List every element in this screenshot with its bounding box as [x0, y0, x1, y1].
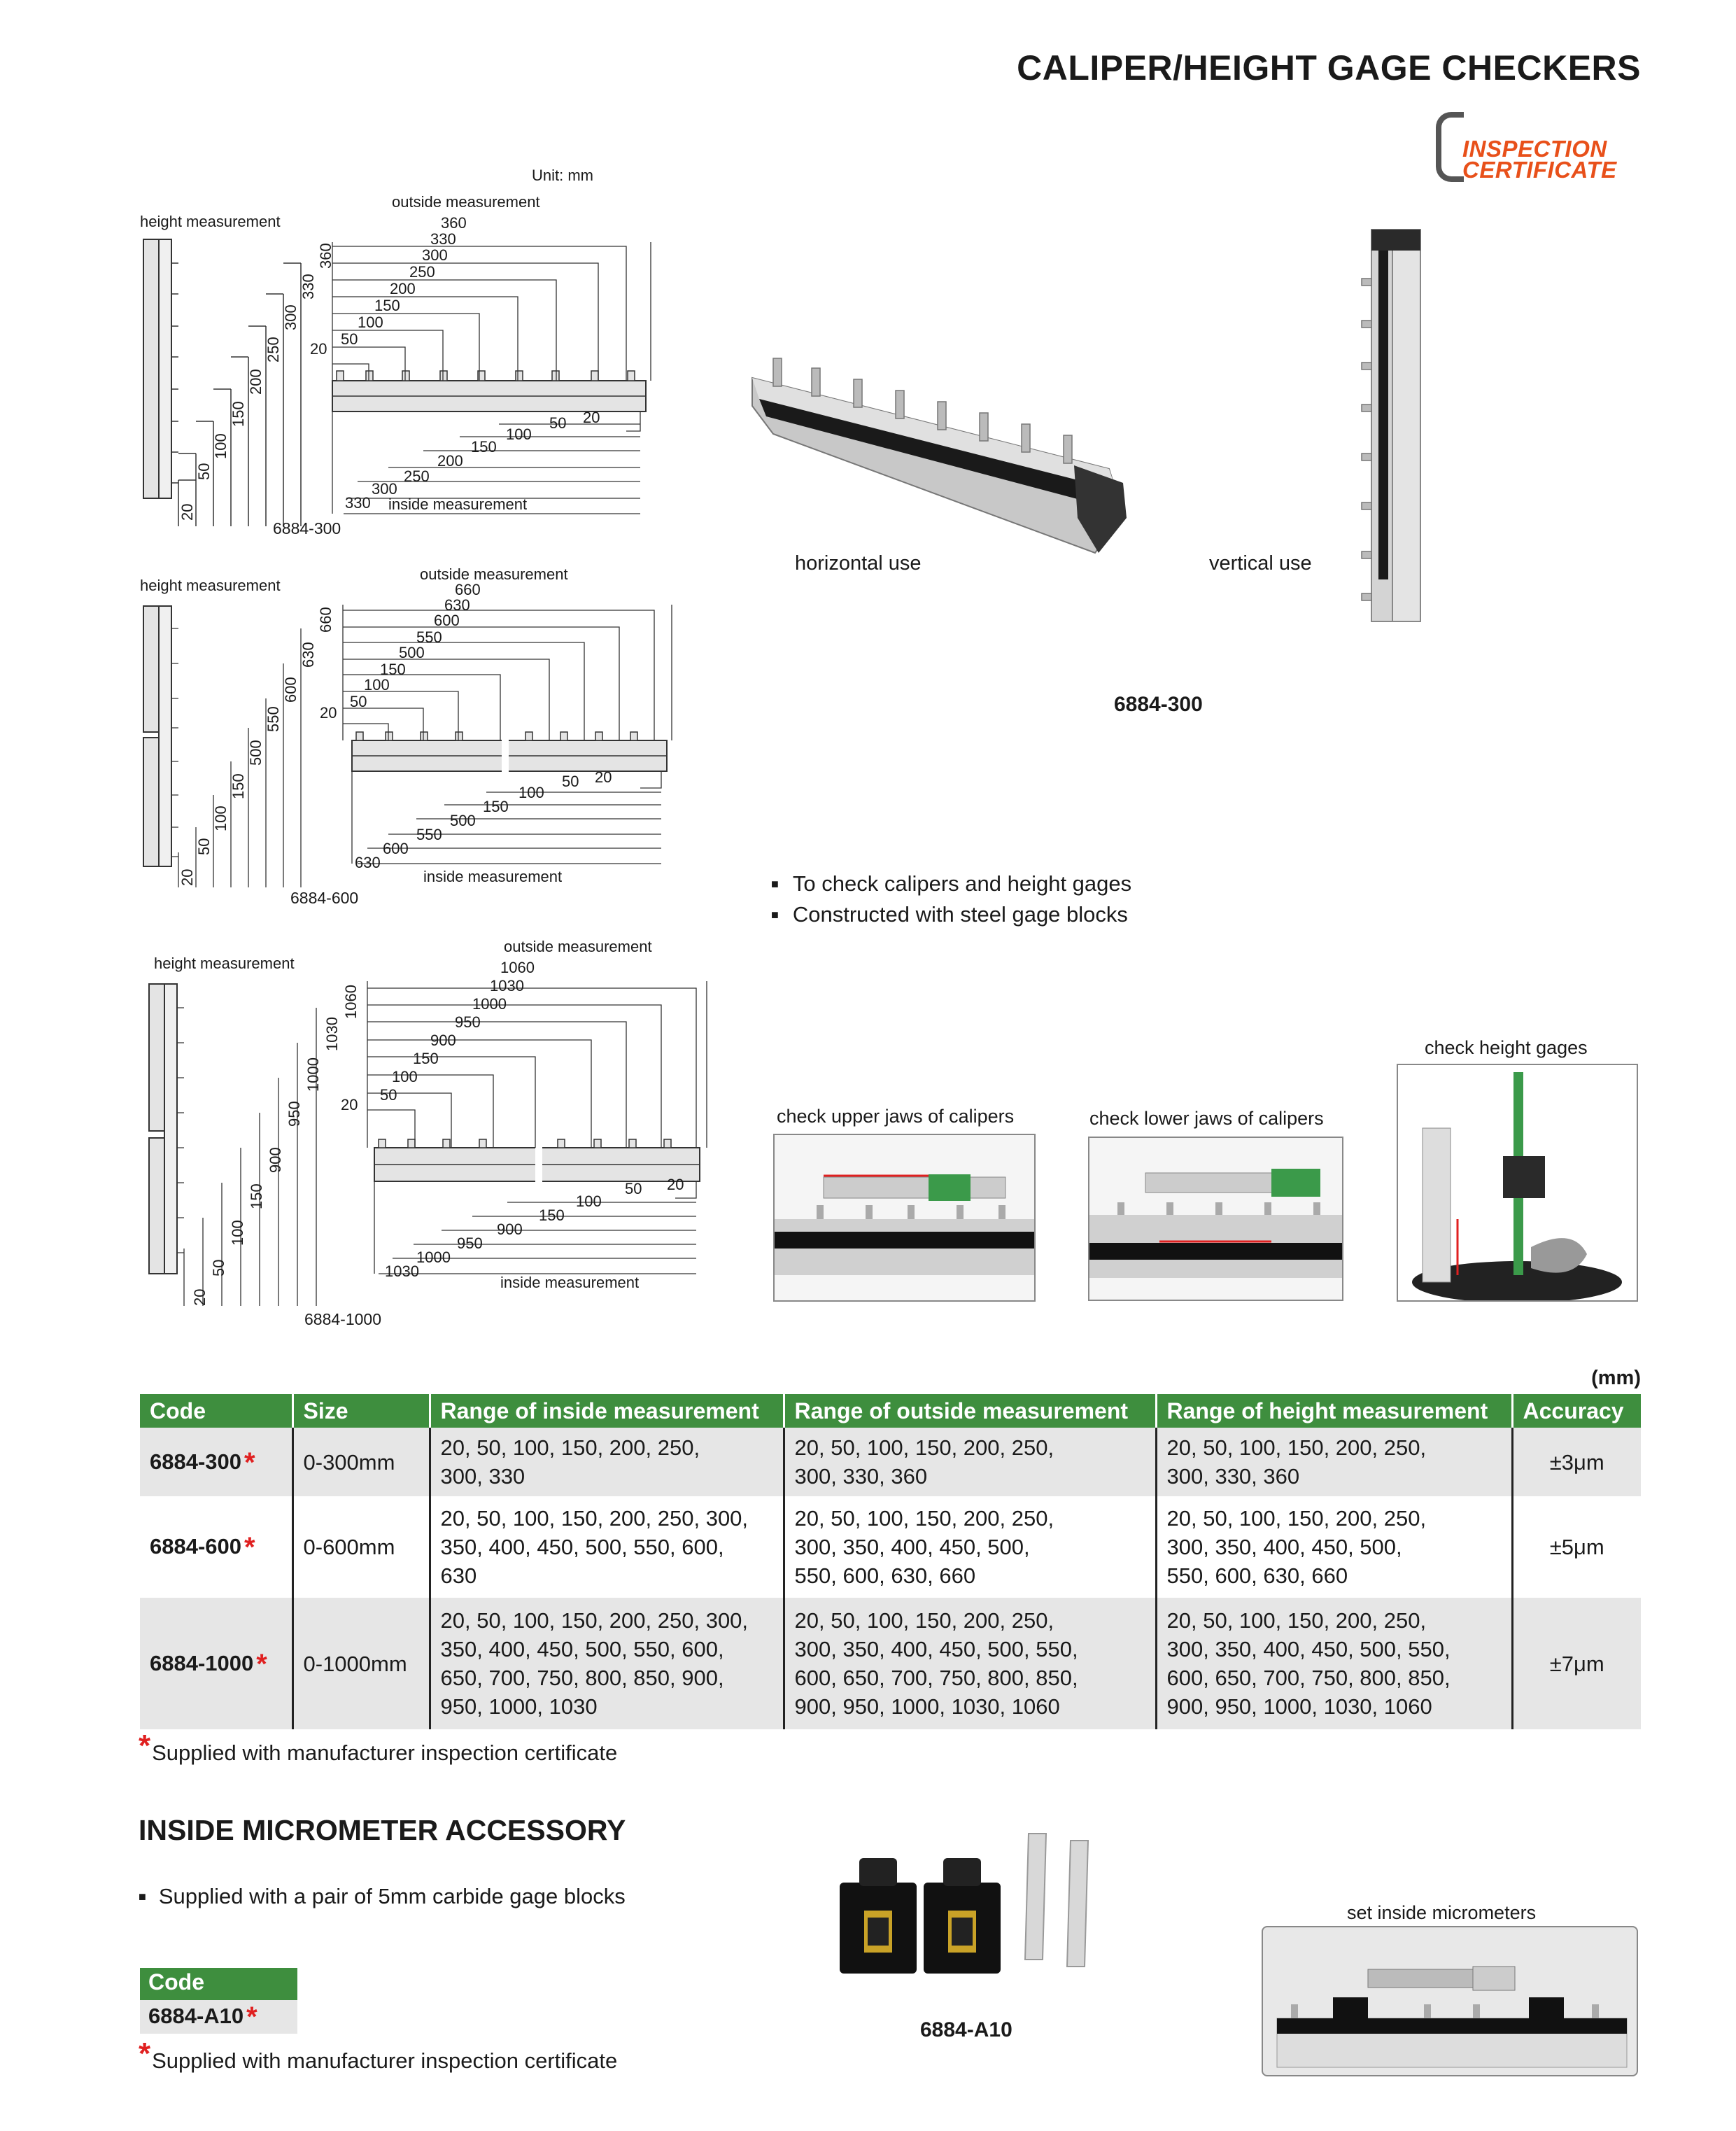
- table-row: [140, 1496, 1641, 1598]
- outside-150: 150: [374, 297, 400, 314]
- spec-table: [140, 1394, 1641, 1729]
- cell-height: 20, 50, 100, 150, 200, 250, 300, 350, 400, 450, 500, 550, 600, 650, 700, 750, 800, 850, 900, 950, 1000, 1030, 1060: [1156, 1598, 1512, 1729]
- outside-150: 150: [413, 1050, 439, 1067]
- inside-1030: 1030: [385, 1263, 419, 1280]
- start-20: 20: [310, 340, 327, 358]
- height-20: 20: [178, 868, 196, 886]
- outside-1030: 1030: [490, 977, 524, 994]
- height-1060: 1060: [342, 985, 360, 1019]
- cell-accuracy: ±7μm: [1512, 1598, 1641, 1729]
- outside-150: 150: [380, 661, 406, 678]
- table-header-row: [140, 1394, 1641, 1428]
- col-outside: Range of outside measurement: [784, 1394, 1156, 1428]
- outside-600: 600: [434, 612, 460, 629]
- vertical-checker-photo: [1357, 223, 1434, 628]
- feature-item: ■ Constructed with steel gage blocks: [771, 901, 1131, 931]
- height-150: 150: [248, 1183, 265, 1209]
- outside-300: 300: [422, 246, 448, 264]
- cell-inside: 20, 50, 100, 150, 200, 250, 300, 350, 400, 450, 500, 550, 600, 650, 700, 750, 800, 850, 900, 950, 1000, 1030: [430, 1598, 784, 1729]
- outside-500: 500: [399, 644, 425, 661]
- height-300: 300: [282, 304, 299, 330]
- inside-measurement-label: inside measurement: [423, 868, 563, 885]
- accessory-footnote: *Supplied with manufacturer inspection certificate: [139, 2037, 618, 2073]
- inside-50: 50: [549, 414, 567, 432]
- cell-inside: 20, 50, 100, 150, 200, 250, 300, 330: [430, 1428, 784, 1496]
- cell-accuracy: ±3μm: [1512, 1428, 1641, 1496]
- inside-20: 20: [583, 409, 600, 426]
- inside-100: 100: [518, 784, 544, 801]
- col-inside: Range of inside measurement: [430, 1394, 784, 1428]
- star-mark: *: [244, 1447, 255, 1478]
- accessory-code-box: [140, 1968, 297, 2034]
- height-200: 200: [247, 369, 264, 395]
- inside-150: 150: [539, 1207, 565, 1224]
- feature-list: [771, 870, 1131, 931]
- accessory-code-header: Code: [140, 1968, 297, 2000]
- height-20: 20: [191, 1288, 209, 1306]
- inside-50: 50: [562, 773, 579, 790]
- inside-330: 330: [345, 494, 371, 512]
- cell-outside: 20, 50, 100, 150, 200, 250, 300, 350, 400, 450, 500, 550, 600, 650, 700, 750, 800, 850, 900, 950, 1000, 1030, 1060: [784, 1598, 1156, 1729]
- inside-200: 200: [437, 452, 463, 470]
- certificate-bracket-icon: [1436, 112, 1464, 182]
- height-630: 630: [299, 642, 317, 668]
- outside-measurement-label: outside measurement: [420, 565, 568, 583]
- cert-line-2: CERTIFICATE: [1462, 157, 1617, 183]
- col-size: Size: [292, 1394, 430, 1428]
- vertical-use-caption: vertical use: [1209, 552, 1312, 575]
- cell-code: 6884-1000 *: [140, 1598, 292, 1729]
- outside-50: 50: [341, 330, 358, 348]
- cell-accuracy: ±5μm: [1512, 1496, 1641, 1598]
- table-unit: (mm): [1591, 1367, 1641, 1389]
- outside-250: 250: [409, 263, 435, 281]
- inside-100: 100: [576, 1193, 602, 1210]
- diagram-600-model: 6884-600: [290, 889, 359, 907]
- unit-label: Unit: mm: [532, 167, 593, 184]
- diagram-6884-1000: [143, 938, 724, 1330]
- height-550: 550: [264, 706, 282, 732]
- table-footnote: *Supplied with manufacturer inspection certificate: [139, 1729, 618, 1765]
- cell-size: 0-600mm: [292, 1496, 430, 1598]
- start-20: 20: [341, 1096, 358, 1113]
- cell-code: 6884-600 *: [140, 1496, 292, 1598]
- height-50: 50: [195, 463, 213, 480]
- accessory-model-label: 6884-A10: [920, 2018, 1012, 2041]
- horizontal-checker-photo: [745, 350, 1137, 560]
- height-100: 100: [212, 433, 230, 459]
- height-150: 150: [230, 773, 247, 799]
- outside-360: 360: [441, 214, 467, 232]
- outside-330: 330: [430, 230, 456, 248]
- inside-600: 600: [383, 840, 409, 857]
- cell-code: 6884-300 *: [140, 1428, 292, 1496]
- lower-jaws-photo: [1088, 1137, 1343, 1301]
- inside-500: 500: [450, 812, 476, 829]
- outside-50: 50: [380, 1086, 397, 1104]
- cell-outside: 20, 50, 100, 150, 200, 250, 300, 330, 360: [784, 1428, 1156, 1496]
- inside-100: 100: [506, 426, 532, 443]
- cell-size: 0-1000mm: [292, 1598, 430, 1729]
- col-code: Code: [140, 1394, 292, 1428]
- outside-measurement-label: outside measurement: [392, 193, 540, 211]
- outside-950: 950: [455, 1013, 481, 1031]
- feature-item: ■ To check calipers and height gages: [771, 870, 1131, 901]
- diagram-600-drawing: [136, 565, 710, 901]
- outside-100: 100: [392, 1068, 418, 1085]
- height-250: 250: [264, 337, 282, 363]
- height-measurement-label: height measurement: [154, 955, 295, 972]
- inside-150: 150: [483, 798, 509, 815]
- diagram-6884-600: [136, 565, 710, 915]
- inside-250: 250: [404, 467, 430, 485]
- cell-size: 0-300mm: [292, 1428, 430, 1496]
- height-1000: 1000: [304, 1057, 322, 1092]
- set-micrometers-photo: [1262, 1926, 1638, 2076]
- col-height: Range of height measurement: [1156, 1394, 1512, 1428]
- outside-550: 550: [416, 628, 442, 646]
- outside-900: 900: [430, 1032, 456, 1049]
- height-150: 150: [230, 401, 247, 427]
- height-50: 50: [210, 1259, 227, 1277]
- start-20: 20: [320, 704, 337, 722]
- accessory-section-title: INSIDE MICROMETER ACCESSORY: [139, 1814, 626, 1846]
- outside-1000: 1000: [472, 995, 507, 1013]
- accessory-bullet: ■ Supplied with a pair of 5mm carbide gage blocks: [139, 1884, 626, 1909]
- diagram-300-model: 6884-300: [273, 519, 341, 537]
- height-1030: 1030: [323, 1017, 341, 1051]
- inside-measurement-label: inside measurement: [388, 495, 528, 513]
- height-100: 100: [229, 1220, 246, 1246]
- outside-1060: 1060: [500, 959, 535, 976]
- star-mark: *: [246, 2002, 257, 2032]
- inside-150: 150: [471, 438, 497, 456]
- horizontal-use-caption: horizontal use: [795, 552, 922, 575]
- inside-900: 900: [497, 1221, 523, 1238]
- accessory-code-value: 6884-A10 *: [140, 2000, 297, 2034]
- check-lower-jaws-caption: check lower jaws of calipers: [1089, 1108, 1324, 1129]
- height-50: 50: [195, 838, 213, 855]
- page-title: CALIPER/HEIGHT GAGE CHECKERS: [1017, 48, 1641, 87]
- upper-jaws-photo: [773, 1134, 1036, 1302]
- star-mark: *: [256, 1648, 267, 1680]
- outside-630: 630: [444, 596, 470, 614]
- cell-height: 20, 50, 100, 150, 200, 250, 300, 350, 400, 450, 500, 550, 600, 630, 660: [1156, 1496, 1512, 1598]
- outside-100: 100: [364, 676, 390, 694]
- inside-20: 20: [595, 768, 612, 786]
- cell-height: 20, 50, 100, 150, 200, 250, 300, 330, 360: [1156, 1428, 1512, 1496]
- diagram-6884-300: [136, 193, 710, 550]
- check-height-gages-caption: check height gages: [1425, 1037, 1588, 1058]
- star-mark: *: [139, 2037, 151, 2071]
- col-accuracy: Accuracy: [1512, 1394, 1641, 1428]
- height-gages-photo: [1397, 1064, 1638, 1302]
- accessory-blocks-photo: [826, 1820, 1148, 1995]
- outside-660: 660: [455, 581, 481, 598]
- height-20: 20: [178, 503, 196, 521]
- inside-630: 630: [355, 854, 381, 871]
- star-mark: *: [139, 1729, 151, 1763]
- inside-20: 20: [667, 1176, 684, 1193]
- cell-inside: 20, 50, 100, 150, 200, 250, 300, 350, 400, 450, 500, 550, 600, 630: [430, 1496, 784, 1598]
- inside-50: 50: [625, 1180, 642, 1197]
- inside-1000: 1000: [416, 1249, 451, 1266]
- photo-model-label: 6884-300: [1114, 693, 1203, 716]
- height-900: 900: [267, 1147, 284, 1173]
- height-measurement-label: height measurement: [140, 577, 281, 594]
- check-upper-jaws-caption: check upper jaws of calipers: [777, 1106, 1015, 1127]
- height-600: 600: [282, 677, 299, 703]
- outside-50: 50: [350, 693, 367, 710]
- height-950: 950: [285, 1101, 303, 1127]
- inside-300: 300: [372, 480, 397, 498]
- star-mark: *: [244, 1532, 255, 1563]
- cert-line-1: INSPECTION: [1462, 136, 1607, 162]
- table-row: [140, 1598, 1641, 1729]
- cell-outside: 20, 50, 100, 150, 200, 250, 300, 350, 400, 450, 500, 550, 600, 630, 660: [784, 1496, 1156, 1598]
- diagram-300-drawing: [136, 193, 710, 543]
- height-measurement-label: height measurement: [140, 213, 281, 230]
- outside-200: 200: [390, 280, 416, 297]
- inside-measurement-label: inside measurement: [500, 1274, 640, 1291]
- inspection-certificate-logo: [1436, 112, 1639, 182]
- height-360: 360: [317, 243, 334, 269]
- set-inside-micrometers-caption: set inside micrometers: [1347, 1902, 1537, 1923]
- table-row: [140, 1428, 1641, 1496]
- height-100: 100: [212, 806, 230, 831]
- height-660: 660: [317, 607, 334, 633]
- inside-950: 950: [457, 1235, 483, 1252]
- inside-550: 550: [416, 826, 442, 843]
- height-330: 330: [299, 274, 317, 300]
- outside-measurement-label: outside measurement: [504, 938, 652, 955]
- outside-100: 100: [358, 314, 383, 331]
- height-500: 500: [247, 740, 264, 766]
- diagram-1000-model: 6884-1000: [304, 1310, 381, 1328]
